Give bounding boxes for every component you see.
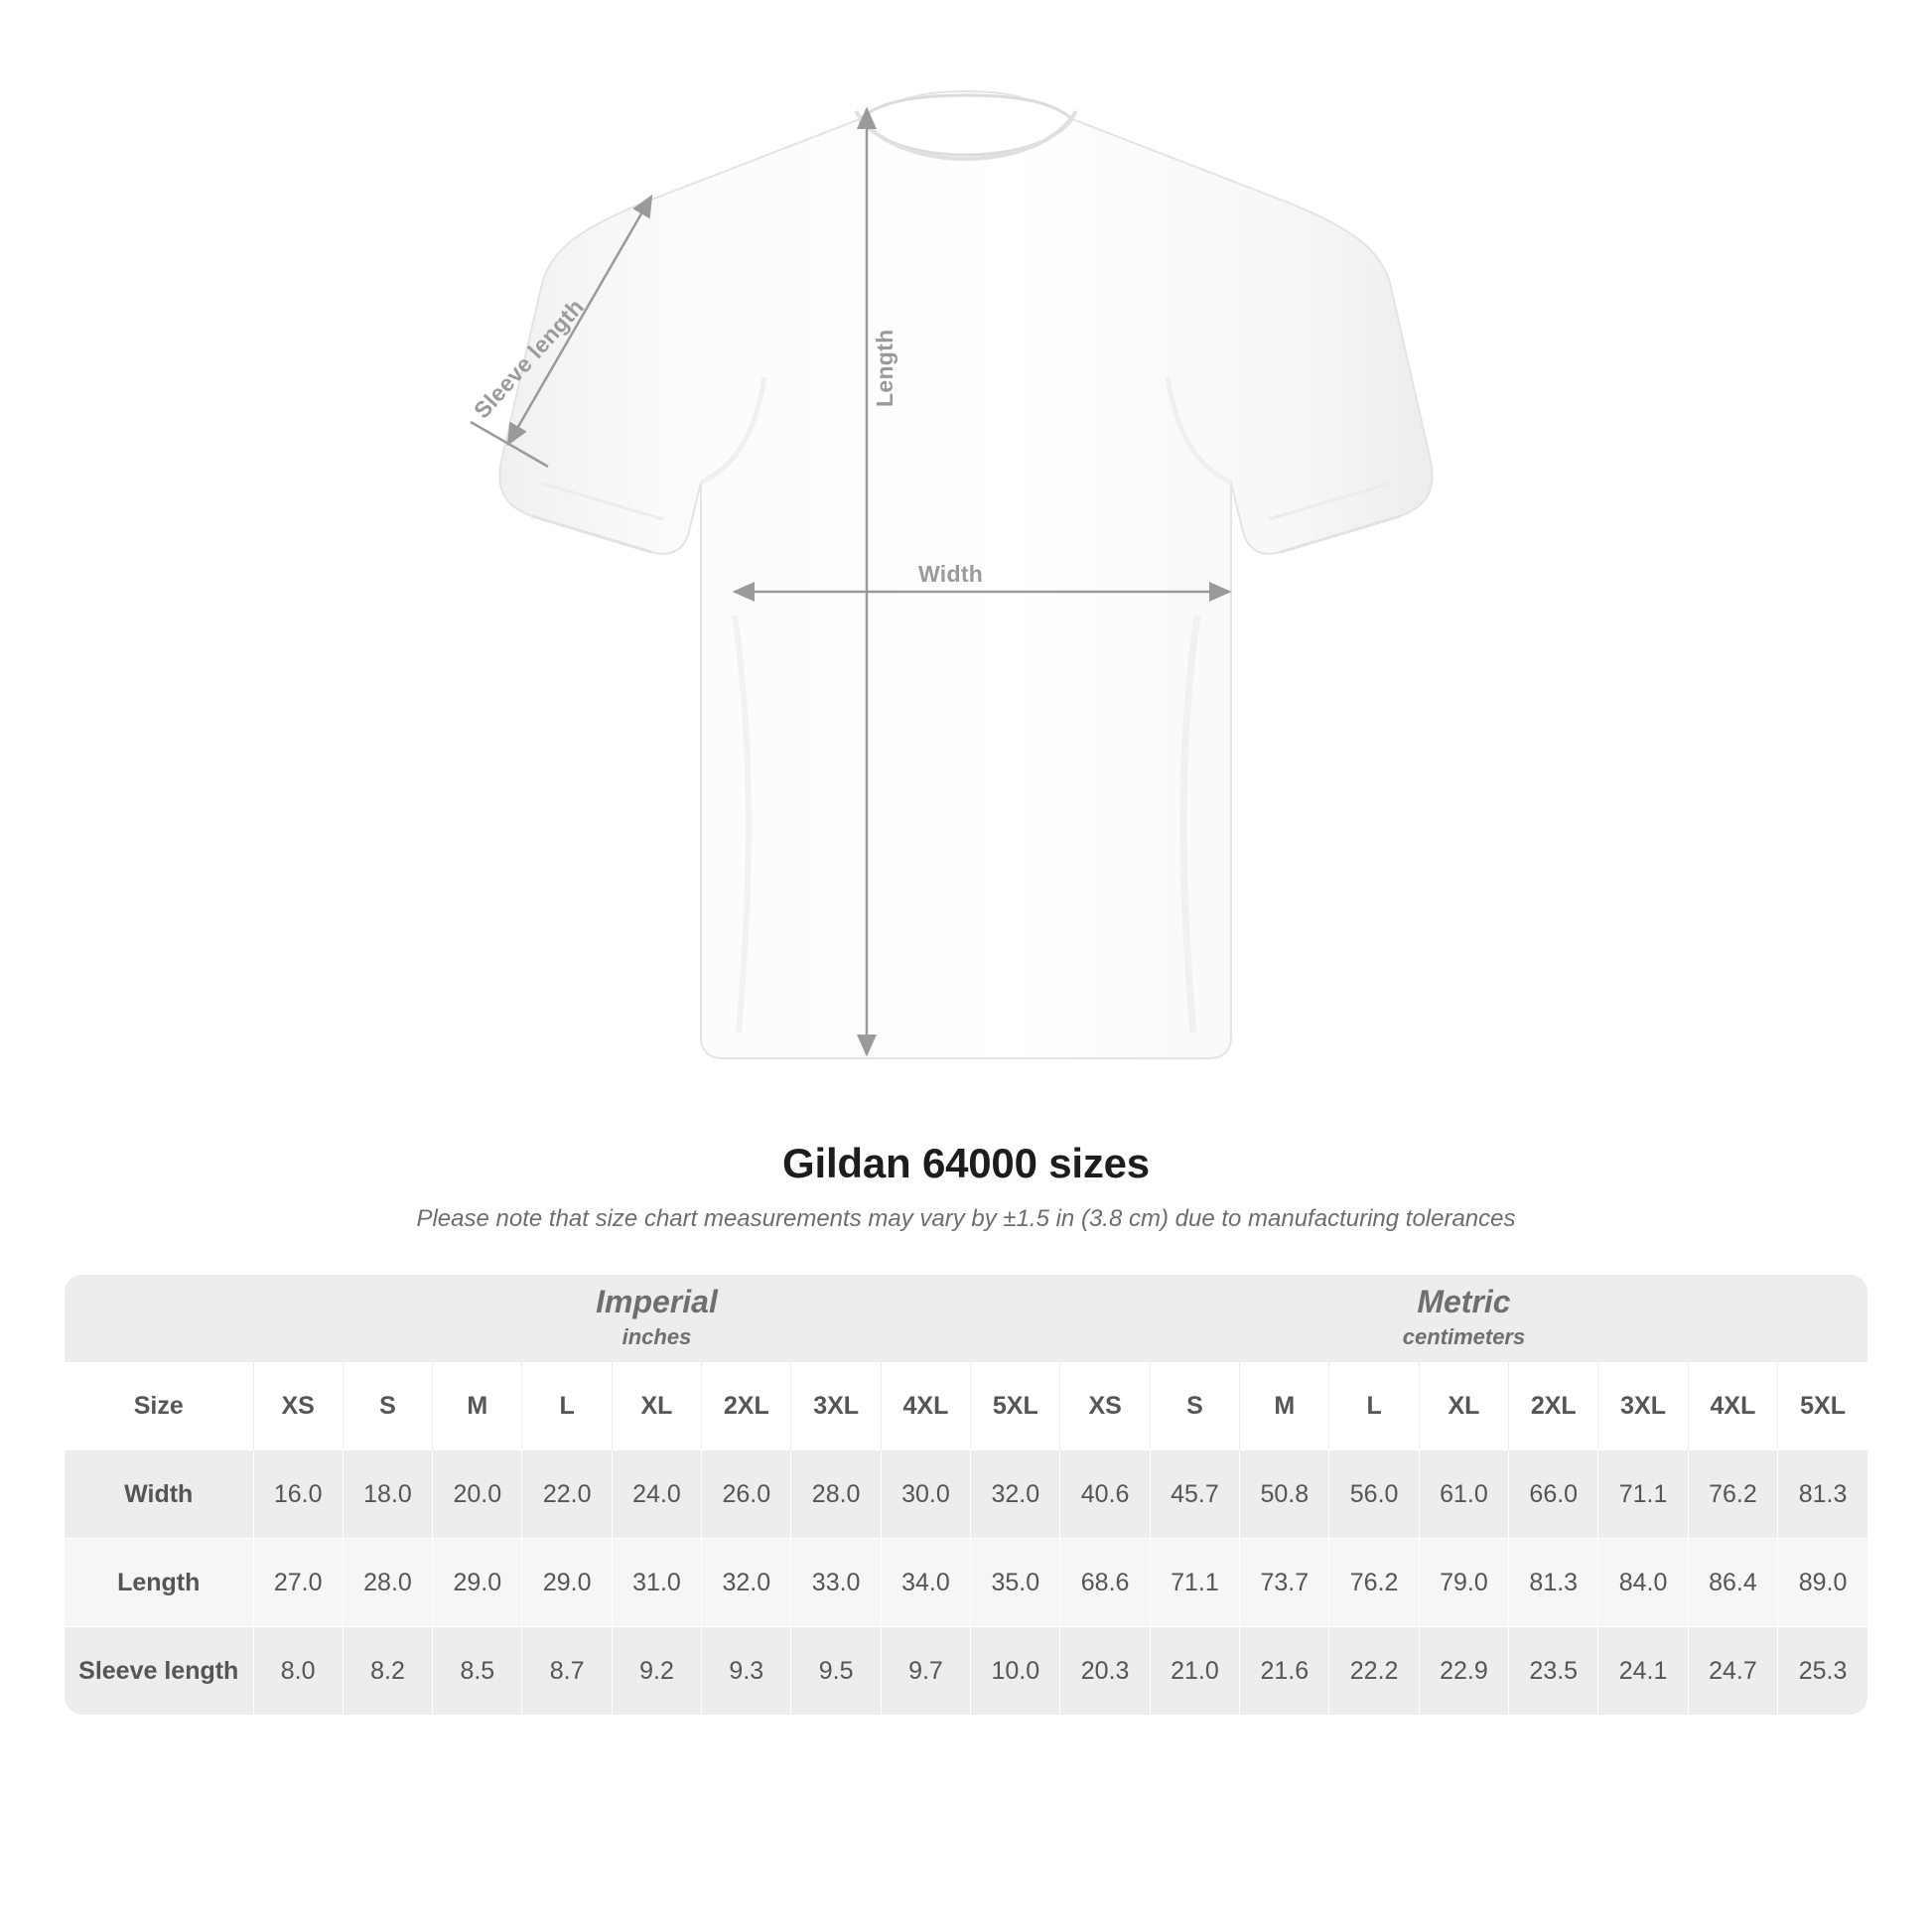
cell-sleeve-imperial-xs: 8.0 xyxy=(253,1627,343,1716)
unit-imperial-name: Imperial xyxy=(596,1284,718,1320)
col-head-metric-xs: XS xyxy=(1060,1362,1150,1450)
tolerance-note: Please note that size chart measurements may vary by ±1.5 in (3.8 cm) due to manufacturing tolerances xyxy=(416,1205,1516,1232)
cell-sleeve-metric-s: 21.0 xyxy=(1150,1627,1239,1716)
cell-length-metric-2xl: 81.3 xyxy=(1509,1539,1598,1627)
cell-sleeve-imperial-m: 8.5 xyxy=(433,1627,522,1716)
size-table-container xyxy=(65,1275,1867,1715)
cell-width-imperial-3xl: 28.0 xyxy=(791,1450,881,1539)
sleeve-length-dimension-label: Sleeve length xyxy=(468,293,590,424)
cell-sleeve-imperial-3xl: 9.5 xyxy=(791,1627,881,1716)
table-row xyxy=(65,1539,1867,1627)
cell-width-imperial-m: 20.0 xyxy=(433,1450,522,1539)
cell-length-imperial-3xl: 33.0 xyxy=(791,1539,881,1627)
title-block xyxy=(0,1140,1932,1233)
unit-imperial xyxy=(253,1275,1060,1362)
cell-length-metric-4xl: 86.4 xyxy=(1688,1539,1777,1627)
cell-length-imperial-l: 29.0 xyxy=(522,1539,612,1627)
cell-sleeve-metric-5xl: 25.3 xyxy=(1778,1627,1867,1716)
cell-width-metric-2xl: 66.0 xyxy=(1509,1450,1598,1539)
cell-width-metric-s: 45.7 xyxy=(1150,1450,1239,1539)
unit-metric xyxy=(1060,1275,1867,1362)
col-head-metric-xl: XL xyxy=(1419,1362,1508,1450)
cell-sleeve-metric-2xl: 23.5 xyxy=(1509,1627,1598,1716)
unit-imperial-sub: inches xyxy=(621,1323,692,1349)
col-head-imperial-m: M xyxy=(433,1362,522,1450)
cell-sleeve-imperial-4xl: 9.7 xyxy=(881,1627,970,1716)
cell-sleeve-metric-xs: 20.3 xyxy=(1060,1627,1150,1716)
cell-length-imperial-2xl: 32.0 xyxy=(702,1539,791,1627)
cell-sleeve-imperial-s: 8.2 xyxy=(343,1627,432,1716)
cell-sleeve-metric-4xl: 24.7 xyxy=(1688,1627,1777,1716)
col-head-metric-3xl: 3XL xyxy=(1598,1362,1688,1450)
width-dimension-label: Width xyxy=(918,561,984,587)
col-head-metric-4xl: 4XL xyxy=(1688,1362,1777,1450)
cell-length-imperial-5xl: 35.0 xyxy=(971,1539,1060,1627)
cell-sleeve-imperial-l: 8.7 xyxy=(522,1627,612,1716)
col-head-imperial-4xl: 4XL xyxy=(881,1362,970,1450)
row-label-length: Length xyxy=(65,1539,253,1627)
col-head-imperial-l: L xyxy=(522,1362,612,1450)
cell-width-metric-3xl: 71.1 xyxy=(1598,1450,1688,1539)
cell-length-imperial-m: 29.0 xyxy=(433,1539,522,1627)
cell-length-metric-3xl: 84.0 xyxy=(1598,1539,1688,1627)
corner-label: Size xyxy=(65,1362,253,1450)
col-head-metric-2xl: 2XL xyxy=(1509,1362,1598,1450)
cell-width-metric-xs: 40.6 xyxy=(1060,1450,1150,1539)
cell-length-metric-m: 73.7 xyxy=(1240,1539,1329,1627)
cell-length-metric-l: 76.2 xyxy=(1329,1539,1419,1627)
cell-width-metric-xl: 61.0 xyxy=(1419,1450,1508,1539)
cell-width-imperial-l: 22.0 xyxy=(522,1450,612,1539)
cell-sleeve-metric-l: 22.2 xyxy=(1329,1627,1419,1716)
cell-width-imperial-xl: 24.0 xyxy=(612,1450,701,1539)
col-head-imperial-5xl: 5XL xyxy=(971,1362,1060,1450)
cell-width-metric-m: 50.8 xyxy=(1240,1450,1329,1539)
cell-length-metric-xl: 79.0 xyxy=(1419,1539,1508,1627)
col-head-imperial-2xl: 2XL xyxy=(702,1362,791,1450)
cell-length-imperial-4xl: 34.0 xyxy=(881,1539,970,1627)
cell-sleeve-imperial-2xl: 9.3 xyxy=(702,1627,791,1716)
cell-length-metric-xs: 68.6 xyxy=(1060,1539,1150,1627)
cell-width-metric-l: 56.0 xyxy=(1329,1450,1419,1539)
col-head-imperial-s: S xyxy=(343,1362,432,1450)
col-head-metric-m: M xyxy=(1240,1362,1329,1450)
cell-width-imperial-5xl: 32.0 xyxy=(971,1450,1060,1539)
row-label-sleeve-length: Sleeve length xyxy=(65,1627,253,1716)
cell-width-imperial-xs: 16.0 xyxy=(253,1450,343,1539)
col-head-imperial-xs: XS xyxy=(253,1362,343,1450)
cell-length-imperial-xs: 27.0 xyxy=(253,1539,343,1627)
cell-sleeve-metric-3xl: 24.1 xyxy=(1598,1627,1688,1716)
cell-width-metric-4xl: 76.2 xyxy=(1688,1450,1777,1539)
cell-sleeve-metric-xl: 22.9 xyxy=(1419,1627,1508,1716)
row-label-width: Width xyxy=(65,1450,253,1539)
unit-row-spacer xyxy=(65,1275,253,1362)
col-head-imperial-3xl: 3XL xyxy=(791,1362,881,1450)
table-row xyxy=(65,1627,1867,1716)
size-table xyxy=(65,1275,1867,1715)
cell-sleeve-imperial-xl: 9.2 xyxy=(612,1627,701,1716)
cell-sleeve-metric-m: 21.6 xyxy=(1240,1627,1329,1716)
col-head-imperial-xl: XL xyxy=(612,1362,701,1450)
column-header-row xyxy=(65,1362,1867,1450)
cell-width-imperial-2xl: 26.0 xyxy=(702,1450,791,1539)
col-head-metric-s: S xyxy=(1150,1362,1239,1450)
length-dimension-label: Length xyxy=(872,329,897,407)
cell-width-imperial-s: 18.0 xyxy=(343,1450,432,1539)
unit-metric-sub: centimeters xyxy=(1402,1323,1526,1349)
unit-metric-name: Metric xyxy=(1417,1284,1511,1320)
cell-length-metric-5xl: 89.0 xyxy=(1778,1539,1867,1627)
table-row xyxy=(65,1450,1867,1539)
unit-header-row xyxy=(65,1275,1867,1362)
cell-width-metric-5xl: 81.3 xyxy=(1778,1450,1867,1539)
cell-length-imperial-xl: 31.0 xyxy=(612,1539,701,1627)
col-head-metric-5xl: 5XL xyxy=(1778,1362,1867,1450)
col-head-metric-l: L xyxy=(1329,1362,1419,1450)
cell-sleeve-imperial-5xl: 10.0 xyxy=(971,1627,1060,1716)
page-title: Gildan 64000 sizes xyxy=(782,1140,1150,1186)
cell-length-imperial-s: 28.0 xyxy=(343,1539,432,1627)
cell-width-imperial-4xl: 30.0 xyxy=(881,1450,970,1539)
cell-length-metric-s: 71.1 xyxy=(1150,1539,1239,1627)
